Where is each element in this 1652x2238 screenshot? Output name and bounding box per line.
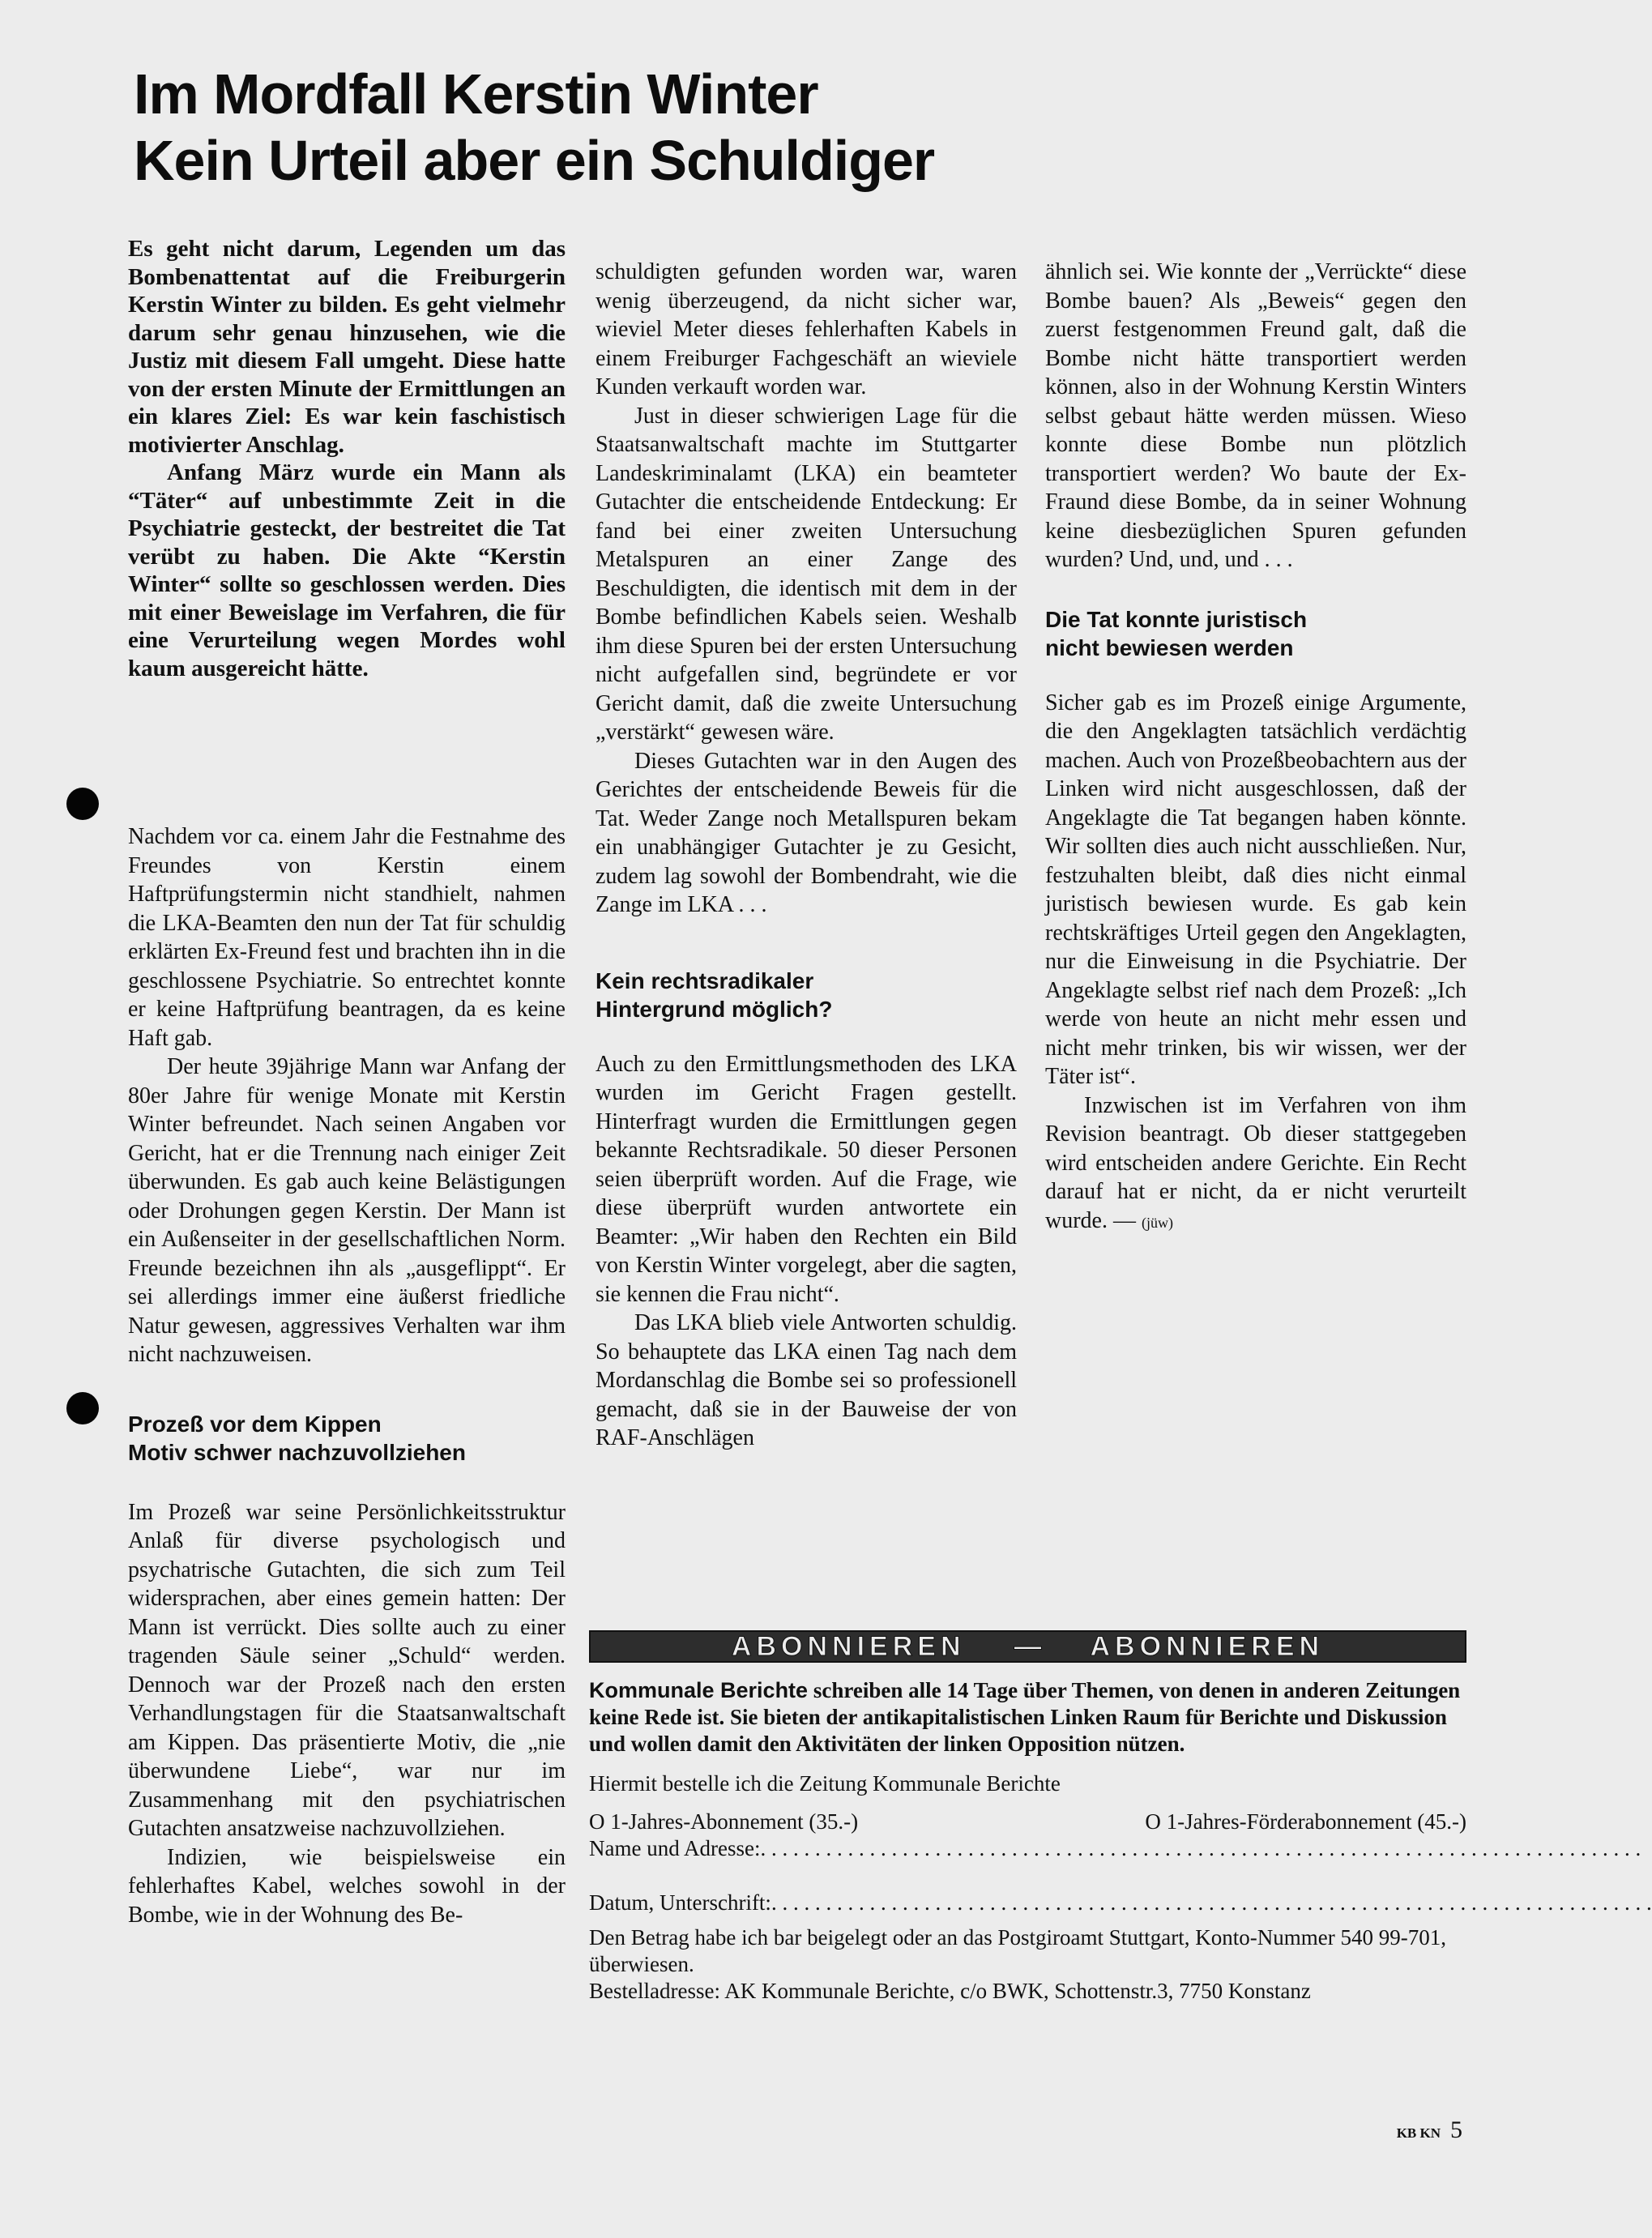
page-footer (1397, 2116, 1462, 2144)
col2-paragraph-3: Dieses Gutachten war in den Augen des Gerichtes der entscheidende Beweis für die Tat. Weder Zange noch Metallspuren bekam ein unabhängiger Gutachter je zu Gesicht, zudem lag sowohl der Bombendraht, wie die Zange im LKA . . . (595, 748, 1017, 917)
col2-paragraph-5: Das LKA blieb viele Antworten schuldig. So behauptete das LKA einen Tag nach dem Mordanschlag die Bombe sei so professionell gemacht, daß sie in der Bauweise der von RAF-Anschlägen (595, 1310, 1017, 1450)
col2-paragraph-2: Just in dieser schwierigen Lage für die Staatsanwaltschaft machte im Stuttgarter Landeskriminalamt (LKA) ein beamteter Gutachter die entscheidende Entdeckung: Er fand bei einer zweiten Untersuchung Metalspuren an einer Zange des Beschuldigten, die identisch mit dem in der Bombe befindlichen Kabels seien. Weshalb ihm diese Spuren bei der ersten Untersuchung nicht aufgefallen sind, begründete er vor Gericht damit, daß die zweite Untersuchung „verstärkt“ gewesen wäre. (595, 403, 1017, 745)
col1-subheading-line-1: Prozeß vor dem Kippen (128, 1411, 382, 1437)
col2-subheading-line-2: Hintergrund möglich? (595, 997, 833, 1022)
author-signature: (jüw) (1141, 1214, 1173, 1231)
date-signature-field[interactable] (589, 1890, 1652, 1916)
col3-subheading-line-2: nicht bewiesen werden (1045, 635, 1294, 660)
col1-paragraph-3: Im Prozeß war seine Persönlichkeitsstruktur Anlaß für diverse psychologisch und psychatrische Gutachten, die sich zum Teil widersprachen, aber eines gemein hatten: Der Mann ist verrückt. Dies sollte auch zu einer tragenden Säule seiner „Schuld“ werden. Dennoch war der Prozeß nach den ersten Verhandlungstagen für die Staatsanwaltschaft am Kippen. Das präsentierte Motiv, die „nie überwundene Liebe“, war nur im Zusammenhang mit den psychiatrischen Gutachten ansatzweise nachzuvollziehen. (128, 1499, 566, 1841)
col1-paragraph-1: Nachdem vor ca. einem Jahr die Festnahme des Freundes von Kerstin einem Haftprüfungstermin nicht standhielt, nahmen die LKA-Beamten den nun der Tat für schuldig erklärten Ex-Freund fest und brachten ihn in die geschlossene Psychiatrie. So entrechtet konnte er keine Haftprüfung beantragen, da es keine Haft gab. (128, 824, 566, 1051)
lead-block (128, 235, 566, 682)
name-address-dots: . . . . . . . . . . . . . . . . . . . . . . . . . . . . . . . . . . . . . . . . . . . . . . . . . . . . . . . . . . . . . . . . . . . . . . . . . . . . . . . . . (760, 1836, 1641, 1860)
headline-line-2: Kein Urteil aber ein Schuldiger (134, 129, 935, 192)
headline (134, 61, 1308, 194)
punch-hole-top (66, 788, 99, 820)
column-3 (1045, 258, 1466, 1237)
option-annual[interactable]: O 1-Jahres-Abonnement (35.-) (589, 1809, 859, 1834)
col3-paragraph-3 (1045, 1091, 1466, 1238)
option-supporter[interactable]: O 1-Jahres-Förderabonnement (45.-) (1145, 1809, 1466, 1834)
name-address-field[interactable] (589, 1835, 1641, 1862)
order-address: Bestelladresse: AK Kommunale Berichte, c/o BWK, Schottenstr.3, 7750 Konstanz (589, 1979, 1311, 2003)
col3-dash: — (1107, 1207, 1142, 1233)
column-2 (595, 258, 1017, 1453)
col2-subheading-line-1: Kein rechtsradikaler (595, 967, 814, 993)
col1-paragraph-2: Der heute 39jährige Mann war Anfang der 80er Jahre für wenige Monate mit Kerstin Winter befreundet. Nach seinen Angaben vor Gericht, hat er die Trennung nach einiger Zeit überwunden. Es gab auch keine Belästigungen oder Drohungen gegen Kerstin. Der Mann ist ein Außenseiter in der gesellschaftlichen Norm. Freunde bezeichnen ihn als „ausgeflippt“. Er sei allerdings immer eine äußerst friedliche Natur gewesen, aggressives Verhalten war ihm nicht nachzuweisen. (128, 1054, 566, 1367)
headline-line-1: Im Mordfall Kerstin Winter (134, 62, 818, 126)
name-address-label: Name und Adresse: (589, 1836, 761, 1860)
subscription-intro (589, 1677, 1466, 1758)
payment-note: Den Betrag habe ich bar beigelegt oder an das Postgiroamt Stuttgart, Konto-Nummer 540 99-701, überwiesen. (589, 1925, 1446, 1976)
col3-paragraph-1: ähnlich sei. Wie konnte der „Verrückte“ diese Bombe bauen? Als „Beweis“ gegen den zuerst festgenommen Freund galt, daß die Bombe nicht hätte transportiert werden können, also in der Wohnung Kerstin Winters selbst gebaut hätte werden müssen. Wieso konnte diese Bombe nun plötzlich transportiert werden? Wo baute der Ex-Fraund diese Bombe, da in seiner Wohnung keine diesbezüglichen Spuren gefunden wurden? Und, und, und . . . (1045, 259, 1466, 572)
col1-paragraph-4: Indizien, wie beispielsweise ein fehlerhaftes Kabel, welches sowohl in der Bombe, wie in der Wohnung des Be- (128, 1844, 566, 1928)
banner-dash: — (1014, 1630, 1042, 1662)
date-signature-dots: . . . . . . . . . . . . . . . . . . . . . . . . . . . . . . . . . . . . . . . . . . . . . . . . . . . . . . . . . . . . . . . . . . . . . . . . . . . . . . . . . (771, 1890, 1652, 1915)
banner-text-right: ABONNIEREN (1090, 1630, 1325, 1662)
brand-name: Kommunale Berichte (589, 1678, 809, 1702)
subscription-intro-text: schreiben alle 14 Tage über Themen, von denen in anderen Zeitungen keine Rede ist. Sie bieten der antikapitalistischen Linken Raum für Berichte und Diskussion und wollen damit den Aktivitäten der linken Opposition nützen. (589, 1678, 1461, 1756)
lead-paragraph: Es geht nicht darum, Legenden um das Bombenattentat auf die Freiburgerin Kerstin Winter zu bilden. Es geht vielmehr darum sehr genau hinzusehen, wie die Justiz mit diesem Fall umgeht. Diese hatte von der ersten Minute der Ermittlungen an ein klares Ziel: Es war kein faschistisch motivierter Anschlag. (128, 236, 566, 458)
col3-paragraph-3-text: Inzwischen ist im Verfahren von ihm Revision beantragt. Ob dieser stattgegeben wird entscheiden andere Gerichte. Ein Recht darauf hat er nicht, da er nicht verurteilt wurde. (1045, 1092, 1466, 1233)
col3-paragraph-2: Sicher gab es im Prozeß einige Argumente, die den Angeklagten tatsächlich verdächtig machen. Auch von Prozeßbeobachtern aus der Linken wird nicht ausgeschlossen, daß der Angeklagte die Tat begangen haben könnte. Wir sollten dies auch nicht ausschließen. Nur, festzuhalten bleibt, daß dies nicht einmal juristisch bewiesen wurde. Es gab kein rechtskräftiges Urteil gegen den Angeklagten, nur die Einweisung in die Psychiatrie. Der Angeklagte selbst rief nach dem Prozeß: „Ich werde von heute an nicht mehr essen und nicht mehr trinken, bis wir wissen, wer der Täter ist“. (1045, 690, 1466, 1089)
lead-paragraph-2: Anfang März wurde ein Mann als “Täter“ auf unbestimmte Zeit in die Psychiatrie gesteckt, der bestreitet die Tat verübt zu haben. Die Akte “Kerstin Winter“ sollte so geschlossen werden. Dies mit einer Beweislage im Verfahren, die für eine Verurteilung wegen Mordes wohl kaum ausgereicht hätte. (128, 459, 566, 681)
col3-subheading-line-1: Die Tat konnte juristisch (1045, 606, 1308, 632)
column-1 (128, 822, 566, 1929)
date-signature-label: Datum, Unterschrift: (589, 1890, 771, 1915)
page-number: 5 (1450, 2116, 1462, 2143)
col2-paragraph-4: Auch zu den Ermittlungsmethoden des LKA wurden im Gericht Fragen gestellt. Hinterfragt wurden die Ermittlungen gegen bekannte Rechtsradikale. 50 dieser Personen seien überprüft worden. Auf die Frage, wie diese überprüft wurden antwortete ein Beamter: „Wir haben den Rechten ein Bild von Kerstin Winter vorgelegt, aber die sagten, sie kennen die Frau nicht“. (595, 1051, 1017, 1307)
order-statement: Hiermit bestelle ich die Zeitung Kommunale Berichte (589, 1771, 1061, 1796)
punch-hole-bottom (66, 1392, 99, 1424)
banner-text-left: ABONNIEREN (731, 1630, 966, 1662)
col1-subheading-line-2: Motiv schwer nachzuvollziehen (128, 1440, 466, 1465)
publication-code: KB KN (1396, 2125, 1441, 2141)
subscription-options (589, 1809, 1466, 1835)
subscription-box (589, 1630, 1652, 2005)
col2-paragraph-1: schuldigten gefunden worden war, waren wenig überzeugend, da nicht sicher war, wieviel Meter dieses fehlerhaften Kabels in einem Freiburger Fachgeschäft an wieviele Kunden verkauft worden war. (595, 259, 1017, 399)
subscription-banner (589, 1630, 1466, 1663)
